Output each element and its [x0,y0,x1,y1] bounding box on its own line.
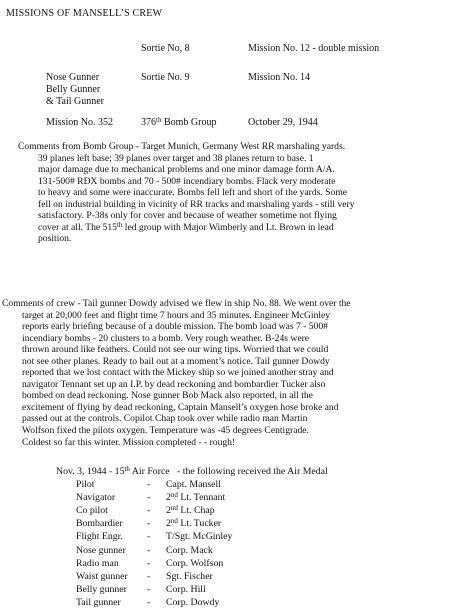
text-line: to heavy and some were inaccurate. Bombs fell left and short of the yards. Some [38,187,348,199]
crew-name: Corp. Mack [166,544,213,556]
crew-name: 2nd Lt. Chap [166,504,215,517]
text-line: excitement of flying by dead reckoning, Captain Mansell’s oxygen hose broke and [22,401,339,413]
air-medal-entry [56,478,328,491]
text-line: bombed on dead reckoning. Nose gunner Bob Mack also reported, in all the [22,390,313,402]
mission-1: Mission No. 12 - double mission [248,43,380,54]
separator-dash: - [147,570,151,582]
separator-dash: - [147,505,151,517]
crew-role: Radio man [76,557,119,569]
mission-date: October 29, 1944 [248,117,318,128]
text-line: position. [38,233,72,245]
text-line: Coldest so far this winter. Mission completed - - rough! [22,436,236,448]
air-medal-entry [56,530,328,543]
bomb-group: 376th Bomb Group [141,116,217,128]
crew-name: Corp. Wolfson [166,557,224,569]
separator-dash: - [147,479,151,491]
text-line: major damage due to mechanical problems and one minor damage form A/A. [38,164,335,176]
crew-role: Tail gunner [76,596,121,608]
text-line: target at 20,000 feet and flight time 7 hours and 35 minutes. Engineer McGinley [22,309,331,321]
air-medal-entry [56,557,328,570]
air-medal-entry [56,544,328,557]
text-line: passed out at the controls. Copilot Chap took over while radio man Martin [22,413,308,425]
crew-role: Nose gunner [76,544,126,556]
crew-name: T/Sgt. McGinley [166,531,233,543]
text-line: not see other planes. Ready to bail out at a moment’s notice. Tail gunner Dowdy [22,355,330,367]
page-title: MISSIONS OF MANSELL’S CREW [6,8,163,19]
air-medal-entry [56,504,328,517]
separator-dash: - [147,557,151,569]
mission-number: Mission No. 352 [46,117,113,128]
crew-role: Bombardier [76,518,123,530]
text-line: 39 planes left base; 39 planes over target and 38 planes return to base. 1 [38,152,314,164]
air-medal-entry [56,491,328,504]
crew-role: Navigator [76,492,116,504]
text-line: reports early briefing because of a double mission. The bomb load was 7 - 500# [22,321,328,333]
text-line: Wolfson fixed the pilots oxygen. Temperature was -45 degrees Centigrade. [22,425,309,437]
crew-name: 2nd Lt. Tucker [166,517,222,530]
separator-dash: - [147,544,151,556]
sortie-1: Sortie No, 8 [141,43,190,54]
text-line: navigator Tennant set up an I.P. by dead reckoning and bombardier Tucker also [22,378,326,390]
crew-role: Co pilot [76,505,108,517]
text-line: reported that we lost contact with the Mickey ship so we joined another stray and [22,367,334,379]
air-medal-entry [56,596,328,609]
air-medal-entry [56,583,328,596]
separator-dash: - [147,518,151,530]
crew-name: Corp. Dowdy [166,596,220,608]
crew-role: Flight Engr. [76,531,123,543]
crew-role: Pilot [76,479,95,491]
text-line: cover at all. The 515th led group with Major Wimberly and Lt. Brown in lead [38,220,334,233]
air-medal-heading: Nov. 3, 1944 - 15th Air Force - the following received the Air Medal [56,465,328,477]
text-line: satisfactory. P-38s only for cover and because of weather sometime not flying [38,210,337,222]
crew-name: Corp. Hill [166,583,206,595]
separator-dash: - [147,531,151,543]
bomb-group-comments [18,141,355,245]
sortie-2: Sortie No. 9 [141,72,190,83]
mission-2: Mission No. 14 [248,72,310,83]
separator-dash: - [147,492,151,504]
position-belly-gunner: Belly Gunner [46,84,101,95]
separator-dash: - [147,583,151,595]
crew-name: Sgt. Fischer [166,570,213,582]
crew-comments [2,298,351,448]
text-line: Comments of crew - Tail gunner Dowdy advised we flew in ship No. 88. We went over the [2,298,351,309]
position-nose-gunner: Nose Gunner [46,72,100,83]
crew-role: Waist gunner [76,570,128,582]
air-medal-entry [56,517,328,530]
text-line: thrown around like feathers. Could not see our wing tips. Worried that we could [22,344,329,356]
position-tail-gunner: & Tail Gunner [46,96,104,107]
text-line: Comments from Bomb Group - Target Munich, Germany West RR marshaling yards. [18,141,346,152]
air-medal-list [56,465,328,609]
text-line: 131-500# RDX bombs and 70 - 500# incendiary bombs. Flack very moderate [38,175,336,187]
crew-role: Belly gunner [76,583,127,595]
text-line: incendiary bombs - 20 clusters to a bomb. Very rough weather. B-24s were [22,332,310,344]
separator-dash: - [147,596,151,608]
air-medal-entry [56,570,328,583]
text-line: fell on industrial building in vicinity of RR tracks and marshaling yards - still very [38,198,355,210]
crew-name: Capt. Mansell [166,479,221,491]
crew-name: 2nd Lt. Tennant [166,491,226,504]
